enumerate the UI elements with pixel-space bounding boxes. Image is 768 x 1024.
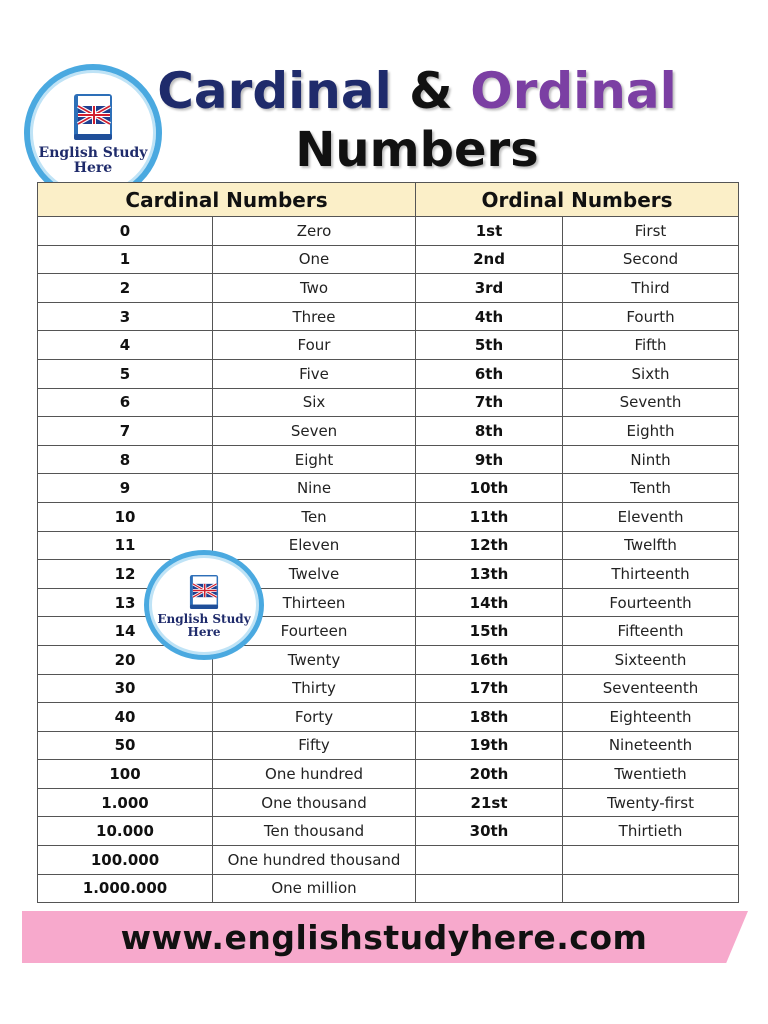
cardinal-number-cell: 12 (38, 560, 213, 589)
cardinal-word-cell: Twelve (213, 560, 416, 589)
ordinal-number-cell: 5th (416, 331, 563, 360)
cardinal-number-cell: 14 (38, 617, 213, 646)
cardinal-word-cell: One million (213, 874, 416, 903)
cardinal-word-cell: Thirteen (213, 588, 416, 617)
table-row (38, 388, 739, 417)
cardinal-number-cell: 100.000 (38, 846, 213, 875)
cardinal-word-cell: Three (213, 302, 416, 331)
cardinal-word-cell: Eight (213, 445, 416, 474)
cardinal-number-cell: 1 (38, 245, 213, 274)
ordinal-word-cell: Tenth (563, 474, 739, 503)
table-row (38, 217, 739, 246)
title-ampersand: & (409, 62, 453, 120)
cardinal-number-cell: 30 (38, 674, 213, 703)
cardinal-word-cell: Thirty (213, 674, 416, 703)
cardinal-number-cell: 9 (38, 474, 213, 503)
ordinal-number-cell (416, 846, 563, 875)
ordinal-number-cell: 6th (416, 359, 563, 388)
cardinal-word-cell: One hundred (213, 760, 416, 789)
ordinal-word-cell: Fifteenth (563, 617, 739, 646)
ordinal-number-cell: 15th (416, 617, 563, 646)
cardinal-number-cell: 8 (38, 445, 213, 474)
table-row (38, 445, 739, 474)
ordinal-word-cell: Twelfth (563, 531, 739, 560)
ordinal-header: Ordinal Numbers (416, 183, 739, 217)
ordinal-number-cell: 21st (416, 788, 563, 817)
table-row (38, 331, 739, 360)
cardinal-word-cell: Eleven (213, 531, 416, 560)
table-row (38, 474, 739, 503)
cardinal-word-cell: Fifty (213, 731, 416, 760)
ordinal-number-cell: 2nd (416, 245, 563, 274)
cardinal-number-cell: 10.000 (38, 817, 213, 846)
ordinal-number-cell (416, 874, 563, 903)
cardinal-number-cell: 7 (38, 417, 213, 446)
cardinal-word-cell: Ten thousand (213, 817, 416, 846)
cardinal-word-cell: Two (213, 274, 416, 303)
book-with-uk-flag-icon (66, 90, 120, 144)
cardinal-word-cell: Zero (213, 217, 416, 246)
watermark-logo (144, 550, 264, 660)
page-subtitle: Numbers (295, 122, 539, 178)
ordinal-word-cell: Fourteenth (563, 588, 739, 617)
ordinal-number-cell: 9th (416, 445, 563, 474)
ordinal-word-cell (563, 846, 739, 875)
cardinal-word-cell: Fourteen (213, 617, 416, 646)
table-row (38, 274, 739, 303)
ordinal-word-cell: Fourth (563, 302, 739, 331)
table-row (38, 874, 739, 903)
ordinal-number-cell: 20th (416, 760, 563, 789)
ordinal-word-cell: Ninth (563, 445, 739, 474)
ordinal-word-cell: Eighteenth (563, 703, 739, 732)
ordinal-number-cell: 1st (416, 217, 563, 246)
watermark-logo-text: English Study Here (157, 611, 251, 639)
ordinal-number-cell: 13th (416, 560, 563, 589)
cardinal-number-cell: 11 (38, 531, 213, 560)
numbers-table (37, 182, 739, 903)
ordinal-word-cell: Eleventh (563, 502, 739, 531)
ordinal-word-cell: Twenty-first (563, 788, 739, 817)
cardinal-word-cell: One hundred thousand (213, 846, 416, 875)
ordinal-number-cell: 12th (416, 531, 563, 560)
ordinal-word-cell: Fifth (563, 331, 739, 360)
cardinal-header: Cardinal Numbers (38, 183, 416, 217)
ordinal-word-cell: Seventeenth (563, 674, 739, 703)
table-row (38, 359, 739, 388)
ordinal-number-cell: 30th (416, 817, 563, 846)
table-body (38, 217, 739, 903)
cardinal-number-cell: 100 (38, 760, 213, 789)
table-row (38, 302, 739, 331)
table-row (38, 846, 739, 875)
ordinal-number-cell: 17th (416, 674, 563, 703)
cardinal-word-cell: Six (213, 388, 416, 417)
table-row (38, 674, 739, 703)
table-row (38, 417, 739, 446)
cardinal-number-cell: 2 (38, 274, 213, 303)
ordinal-word-cell: First (563, 217, 739, 246)
ordinal-word-cell (563, 874, 739, 903)
table-row (38, 760, 739, 789)
cardinal-word-cell: Nine (213, 474, 416, 503)
cardinal-number-cell: 10 (38, 502, 213, 531)
ordinal-word-cell: Twentieth (563, 760, 739, 789)
ordinal-number-cell: 16th (416, 645, 563, 674)
cardinal-number-cell: 3 (38, 302, 213, 331)
ordinal-number-cell: 10th (416, 474, 563, 503)
cardinal-number-cell: 1.000.000 (38, 874, 213, 903)
ordinal-word-cell: Third (563, 274, 739, 303)
cardinal-word-cell: Seven (213, 417, 416, 446)
ordinal-number-cell: 11th (416, 502, 563, 531)
cardinal-word-cell: One thousand (213, 788, 416, 817)
ordinal-word-cell: Sixteenth (563, 645, 739, 674)
table-row (38, 245, 739, 274)
cardinal-word-cell: Twenty (213, 645, 416, 674)
ordinal-number-cell: 7th (416, 388, 563, 417)
table-row (38, 502, 739, 531)
table-row (38, 817, 739, 846)
table-row (38, 703, 739, 732)
table-row (38, 788, 739, 817)
cardinal-word-cell: Four (213, 331, 416, 360)
cardinal-number-cell: 1.000 (38, 788, 213, 817)
title-word-cardinal: Cardinal (157, 62, 392, 120)
ordinal-word-cell: Nineteenth (563, 731, 739, 760)
cardinal-number-cell: 4 (38, 331, 213, 360)
table-row (38, 588, 739, 617)
cardinal-number-cell: 40 (38, 703, 213, 732)
cardinal-word-cell: Ten (213, 502, 416, 531)
table-row (38, 617, 739, 646)
ordinal-number-cell: 14th (416, 588, 563, 617)
table-row (38, 731, 739, 760)
ordinal-word-cell: Sixth (563, 359, 739, 388)
cardinal-word-cell: One (213, 245, 416, 274)
cardinal-word-cell: Forty (213, 703, 416, 732)
ordinal-word-cell: Thirtieth (563, 817, 739, 846)
ordinal-word-cell: Eighth (563, 417, 739, 446)
title-word-ordinal: Ordinal (470, 62, 677, 120)
ordinal-number-cell: 8th (416, 417, 563, 446)
ordinal-word-cell: Second (563, 245, 739, 274)
ordinal-word-cell: Thirteenth (563, 560, 739, 589)
cardinal-number-cell: 50 (38, 731, 213, 760)
cardinal-number-cell: 20 (38, 645, 213, 674)
cardinal-number-cell: 6 (38, 388, 213, 417)
ordinal-number-cell: 18th (416, 703, 563, 732)
ordinal-number-cell: 3rd (416, 274, 563, 303)
logo-text: English Study Here (38, 145, 148, 176)
table-row (38, 531, 739, 560)
cardinal-number-cell: 5 (38, 359, 213, 388)
cardinal-word-cell: Five (213, 359, 416, 388)
cardinal-number-cell: 0 (38, 217, 213, 246)
table-row (38, 560, 739, 589)
table-header-row (38, 183, 739, 217)
cardinal-number-cell: 13 (38, 588, 213, 617)
ordinal-number-cell: 4th (416, 302, 563, 331)
book-with-uk-flag-icon (184, 572, 224, 612)
footer-url: www.englishstudyhere.com (120, 918, 648, 957)
table-row (38, 645, 739, 674)
ordinal-word-cell: Seventh (563, 388, 739, 417)
ordinal-number-cell: 19th (416, 731, 563, 760)
